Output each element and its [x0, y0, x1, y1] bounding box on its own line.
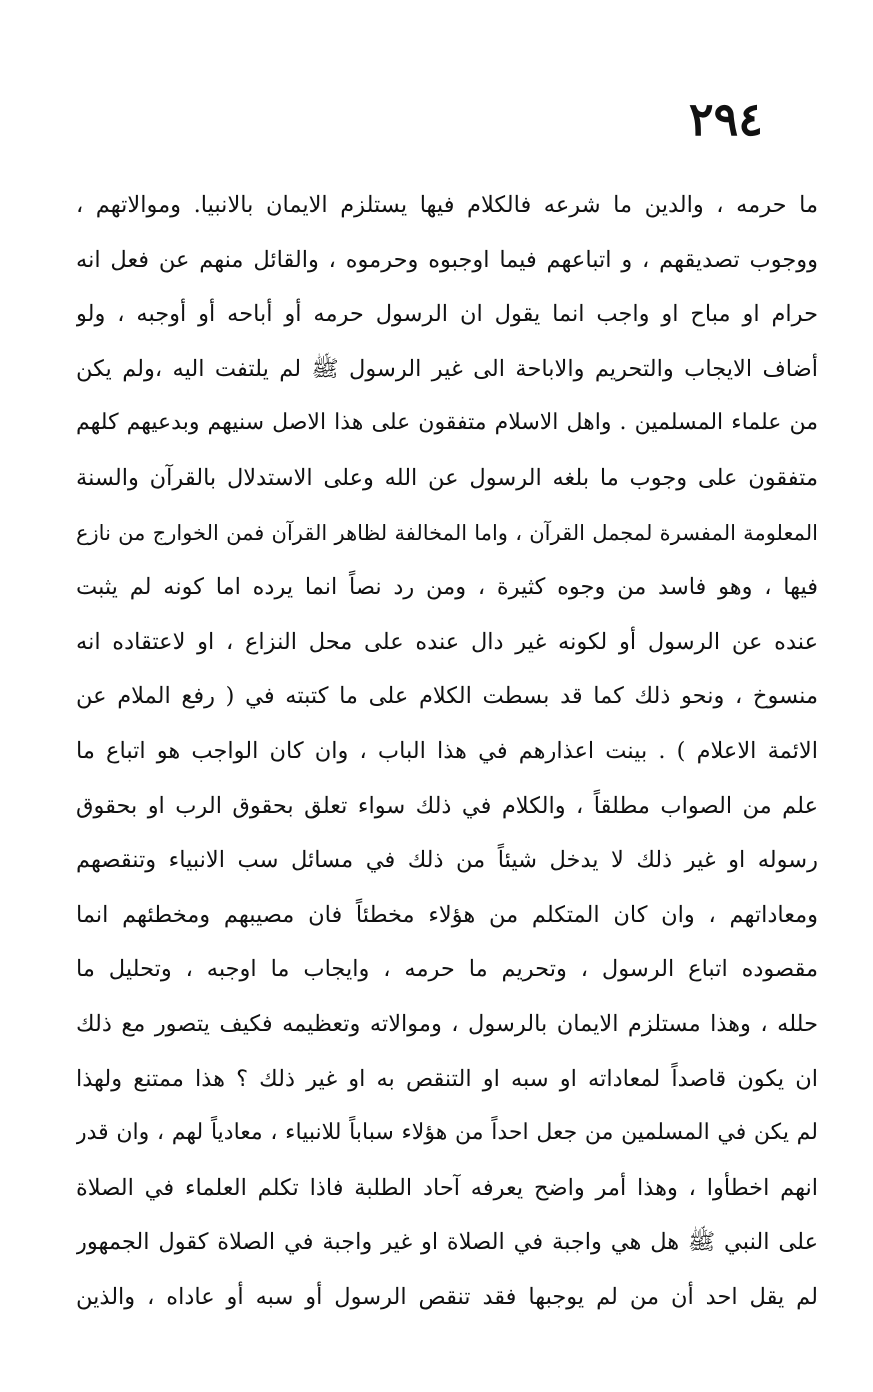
text-line-7: المعلومة المفسرة لمجمل القرآن ، واما المخالفة لظاهر القرآن فمن الخوارج من نازع: [76, 520, 818, 545]
text-line-10: منسوخ ، ونحو ذلك كما قد بسطت الكلام على ما كتبته في ( رفع الملام عن: [76, 683, 818, 710]
text-line-20: على النبي ﷺ هل هي واجبة في الصلاة او غير واجبة في الصلاة كقول الجمهور: [76, 1229, 818, 1256]
body-text: [76, 178, 818, 1324]
text-line-14: ومعاداتهم ، وان كان المتكلم من هؤلاء مخطئاً فان مصيبهم ومخطئهم انما: [76, 901, 818, 928]
text-line-9: عنده عن الرسول أو لكونه غير دال عنده على محل النزاع ، او لاعتقاده انه: [76, 628, 818, 655]
text-line-17: ان يكون قاصداً لمعاداته او سبه او التنقص به او غير ذلك ؟ هذا ممتنع ولهذا: [76, 1065, 818, 1092]
text-line-2: ووجوب تصديقهم ، و اتباعهم فيما اوجبوه وحرموه ، والقائل منهم عن فعل انه: [76, 246, 818, 273]
text-line-1: ما حرمه ، والدين ما شرعه فالكلام فيها يستلزم الايمان بالانبيا. وموالاتهم ،: [76, 192, 818, 218]
text-line-15: مقصوده اتباع الرسول ، وتحريم ما حرمه ، وايجاب ما اوجبه ، وتحليل ما: [76, 956, 818, 983]
text-line-8: فيها ، وهو فاسد من وجوه كثيرة ، ومن رد نصاً انما يرده اما كونه لم يثبت: [76, 574, 818, 601]
text-line-21: لم يقل احد أن من لم يوجبها فقد تنقص الرسول أو سبه أو عاداه ، والذين: [76, 1283, 818, 1310]
text-line-3: حرام او مباح او واجب انما يقول ان الرسول حرمه أو أباحه أو أوجبه ، ولو: [76, 301, 818, 328]
text-line-12: علم من الصواب مطلقاً ، والكلام في ذلك سواء تعلق بحقوق الرب او بحقوق: [76, 792, 818, 819]
text-line-11: الائمة الاعلام ) . بينت اعذارهم في هذا الباب ، وان كان الواجب هو اتباع ما: [76, 737, 818, 764]
text-line-18: لم يكن في المسلمين من جعل احداً من هؤلاء سباباً للانبياء ، معادياً لهم ، وان قدر: [76, 1120, 818, 1146]
text-line-13: رسوله او غير ذلك لا يدخل شيئاً من ذلك في مسائل سب الانبياء وتنقصهم: [76, 847, 818, 874]
text-line-4: أضاف الايجاب والتحريم والاباحة الى غير الرسول ﷺ لم يلتفت اليه ،ولم يكن: [76, 355, 818, 382]
text-line-16: حلله ، وهذا مستلزم الايمان بالرسول ، وموالاته وتعظيمه فكيف يتصور مع ذلك: [76, 1010, 818, 1037]
text-line-5: من علماء المسلمين . واهل الاسلام متفقون على هذا الاصل سنيهم وبدعيهم كلهم: [76, 410, 818, 436]
page-number: ٢٩٤: [688, 92, 763, 146]
text-line-6: متفقون على وجوب ما بلغه الرسول عن الله وعلى الاستدلال بالقرآن والسنة: [76, 464, 818, 491]
text-line-19: انهم اخطأوا ، وهذا أمر واضح يعرفه آحاد الطلبة فاذا تكلم العلماء في الصلاة: [76, 1174, 818, 1201]
